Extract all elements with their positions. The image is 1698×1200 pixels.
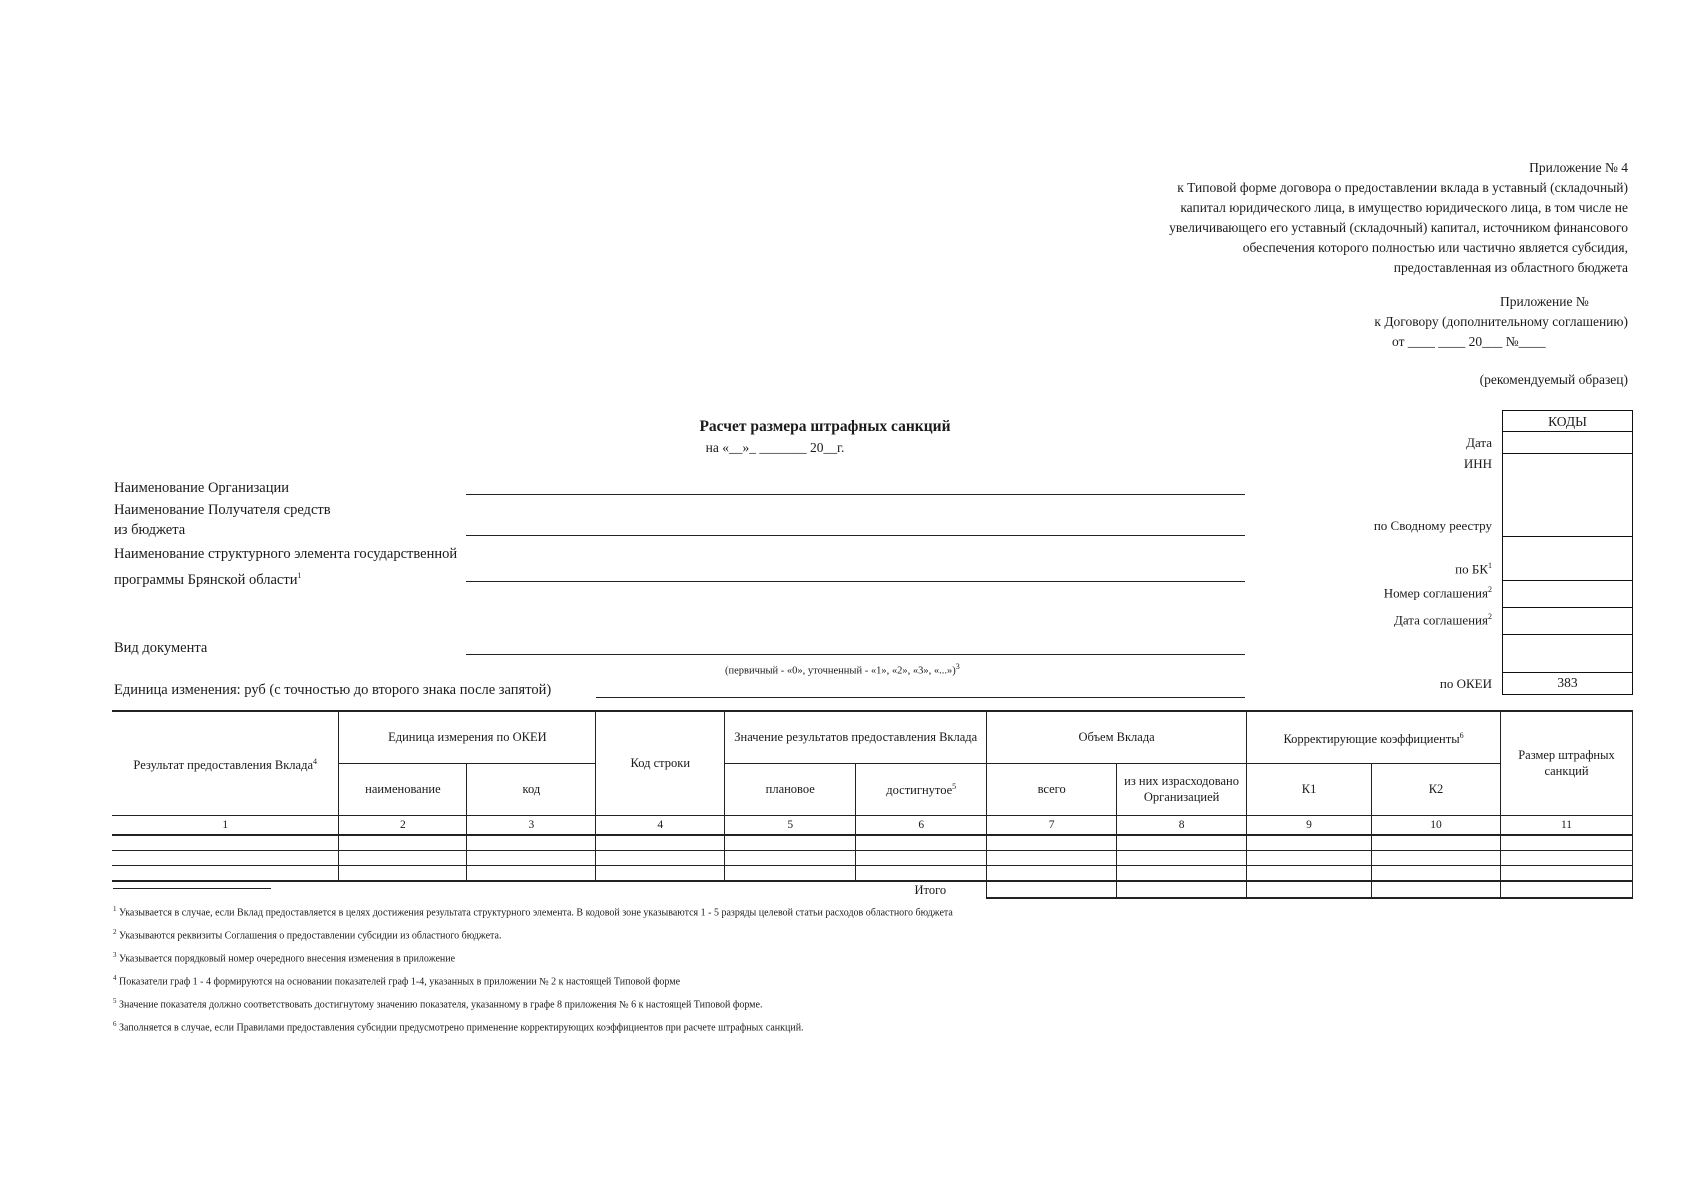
table-row: [112, 865, 1633, 881]
col-unit-code-header: код: [467, 763, 596, 815]
col-value-header: Значение результатов предоставления Вклада: [725, 711, 987, 763]
org-label: Наименование Организации: [114, 480, 290, 496]
col-total-header: всего: [987, 763, 1117, 815]
appendix-line: предоставленная из областного бюджета: [1393, 260, 1628, 275]
appendix-title: Приложение № 4: [1529, 160, 1628, 175]
form-title: Расчет размера штрафных санкций: [699, 418, 951, 435]
col-achieved-header: достигнутое$^5$: [856, 763, 987, 815]
col-planned-header: плановое: [725, 763, 856, 815]
col-spent-header: из них израсходовано Организацией: [1117, 763, 1247, 815]
bk-code-cell: по $БК^1$: [1502, 537, 1633, 581]
recipient-line: [466, 535, 1245, 536]
col-number: 1: [112, 815, 339, 835]
inn-code-label: ИНН: [1463, 456, 1492, 471]
agreement-no-cell: Номер соглашения$^2$: [1502, 581, 1633, 608]
okei-code-value: 383: [1557, 675, 1578, 690]
form-date: на «__»_ _______ 20__г.: [705, 440, 845, 455]
appendix-line: капитал юридического лица, в имущество юридического лица, в том числе не: [1180, 200, 1628, 215]
appendix-line: обеспечения которого полностью или частично является субсидия,: [1242, 240, 1628, 255]
appendix-line: к Типовой форме договора о предоставлении вклада в уставный (складочный): [1177, 180, 1628, 195]
inn-code-cell: [1373, 454, 1633, 537]
col-number: 2: [339, 815, 467, 835]
doc-type-note: (первичный - «0», уточненный - «1», «2», «3», «...»): [725, 665, 956, 677]
col-penalty-header: Размер штрафных санкций: [1500, 711, 1632, 815]
okei-code-label: по ОКЕИ: [1439, 676, 1492, 691]
footnote-4: $^4$ Показатели граф 1 - 4 формируются на основании показателей граф 1-4, указанных в приложении № 2 к настоящей Типовой форме: [113, 974, 681, 988]
doc-type-code-cell: [1502, 635, 1633, 673]
col-number: 8: [1117, 815, 1247, 835]
col-number: 5: [725, 815, 856, 835]
registry-code-label: по Сводному реестру: [1373, 518, 1492, 533]
agreement-date-cell: Дата соглашения$^2$: [1502, 608, 1633, 635]
footnote-1: $^1$ Указывается в случае, если Вклад предоставляется в целях достижения результата структурного элемента. В кодовой зоне указываются 1 - 5 разряды целевой статьи расходов областного бюджета: [113, 905, 953, 919]
col-unit-name-header: наименование: [339, 763, 467, 815]
bk-code-label: по БК: [1455, 561, 1488, 577]
unit-label: Единица изменения: руб (с точностью до второго знака после запятой): [114, 682, 552, 698]
col-coef-header: Корректирующие коэффициенты$^6$: [1247, 711, 1501, 763]
col-number: 7: [987, 815, 1117, 835]
date-code-cell: [1466, 432, 1633, 454]
col-k1-header: К1: [1247, 763, 1372, 815]
org-line: [466, 494, 1245, 495]
sample-note: (рекомендуемый образец): [1479, 372, 1628, 387]
col-k2-header: К2: [1372, 763, 1501, 815]
contract-date-line: от ____ ____ 20___ №____: [1392, 334, 1546, 349]
col-number: 10: [1372, 815, 1501, 835]
doc-type-line: [466, 654, 1245, 655]
element-label: Наименование структурного элемента государственной: [114, 546, 458, 562]
date-code-label: Дата: [1466, 435, 1492, 450]
appendix-line: увеличивающего его уставный (складочный) капитал, источником финансового: [1169, 220, 1628, 235]
recipient-label-2: из бюджета: [114, 522, 186, 538]
agreement-date-label: Дата соглашения: [1393, 612, 1488, 628]
footnote-5: $^5$ Значение показателя должно соответствовать достигнутому значению показателя, указанному в графе 8 приложения № 6 к настоящей Типовой форме.: [113, 997, 763, 1011]
footnote-3: $^3$ Указывается порядковый номер очередного внесения изменения в приложение: [113, 951, 456, 965]
footnote-2: $^2$ Указываются реквизиты Соглашения о предоставлении субсидии из областного бюджета.: [113, 928, 502, 942]
col-number: 11: [1500, 815, 1632, 835]
appendix-block: [928, 158, 1628, 278]
col-row-code-header: Код строки: [596, 711, 725, 815]
col-number: 3: [467, 815, 596, 835]
table-row: [112, 835, 1633, 851]
doc-type-label: Вид документа: [114, 640, 208, 656]
table-row: [112, 850, 1633, 865]
col-number: 4: [596, 815, 725, 835]
col-number: 9: [1247, 815, 1372, 835]
col-unit-header: Единица измерения по ОКЕИ: [339, 711, 596, 763]
agreement-no-label: Номер соглашения: [1383, 585, 1488, 601]
total-row: [112, 881, 1633, 898]
okei-code-cell: [1439, 673, 1633, 695]
recipient-label: Наименование Получателя средств: [114, 502, 331, 518]
contract-appendix-line: к Договору (дополнительному соглашению): [1374, 314, 1628, 329]
codes-box: [1373, 410, 1633, 695]
element-label-2: программы Брянской области: [114, 571, 298, 588]
col-number: 6: [856, 815, 987, 835]
contract-appendix-title: Приложение №: [1500, 294, 1589, 309]
penalty-table: [112, 710, 1633, 899]
footnote-separator: [113, 888, 271, 889]
codes-header: КОДЫ: [1502, 410, 1633, 432]
element-line: [466, 581, 1245, 582]
unit-line: [596, 697, 1245, 698]
footnote-6: $^6$ Заполняется в случае, если Правилами предоставления субсидии предусмотрено применение корректирующих коэффициентов при расчете штрафных санкций.: [113, 1020, 804, 1034]
col-volume-header: Объем Вклада: [987, 711, 1247, 763]
col-result-header: Результат предоставления Вклада$^4$: [112, 711, 339, 815]
total-label: Итого: [112, 881, 987, 898]
